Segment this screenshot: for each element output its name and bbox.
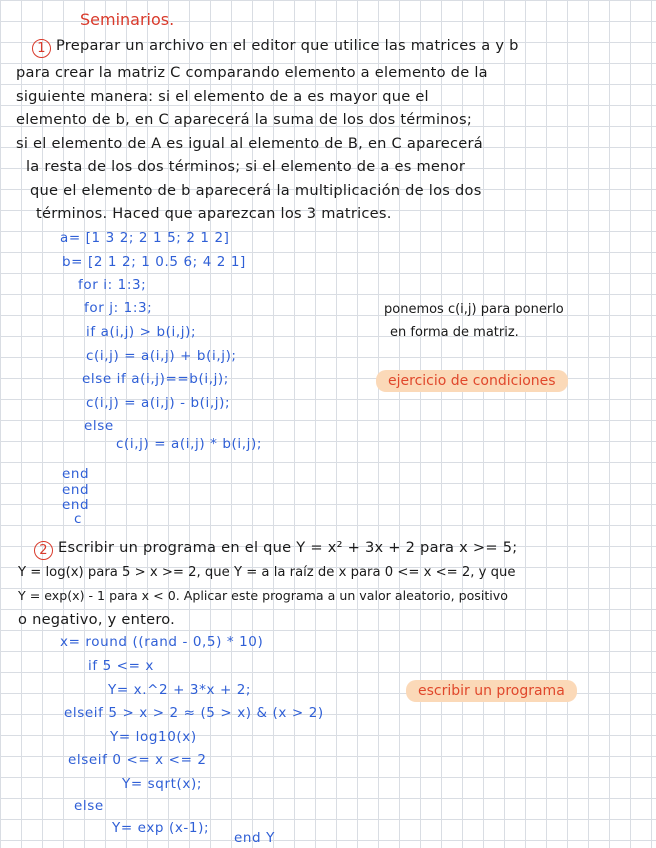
ex1-line-5: la resta de los dos términos; si el elemento de a es menor — [26, 158, 466, 175]
ex2-code-6: Y= sqrt(x); — [122, 776, 202, 792]
ex2-code-0: x= round ((rand - 0,5) * 10) — [60, 634, 264, 650]
ex2-code-3: elseif 5 > x > 2 ≈ (5 > x) & (x > 2) — [64, 705, 324, 721]
ex2-code-7: else — [74, 798, 104, 814]
ex2-line-1: Y = log(x) para 5 > x >= 2, que Y = a la raíz de x para 0 <= x <= 2, y que — [18, 565, 516, 580]
ex1-line-7: términos. Haced que aparezcan los 3 matrices. — [36, 205, 392, 222]
ex1-line-4: si el elemento de A es igual al elemento de B, en C aparecerá — [16, 135, 483, 152]
ex2-highlight-label: escribir un programa — [406, 680, 577, 702]
ex1-code-9: c(i,j) = a(i,j) * b(i,j); — [116, 436, 263, 452]
ex1-code-6: else if a(i,j)==b(i,j); — [82, 371, 229, 387]
ex2-number-circle: 2 — [34, 541, 53, 560]
ex1-code-12: end — [62, 497, 90, 513]
ex1-line-6: que el elemento de b aparecerá la multiplicación de los dos — [30, 182, 482, 199]
ex2-line-3: o negativo, y entero. — [18, 611, 176, 628]
ex2-code-4: Y= log10(x) — [110, 729, 197, 745]
ex1-code-10: end — [62, 466, 90, 482]
ex1-code-1: b= [2 1 2; 1 0.5 6; 4 2 1] — [62, 254, 246, 270]
ex1-line-1: para crear la matriz C comparando elemento a elemento de la — [16, 64, 488, 81]
ex1-code-4: if a(i,j) > b(i,j); — [86, 324, 197, 340]
ex2-line-2: Y = exp(x) - 1 para x < 0. Aplicar este programa a un valor aleatorio, positivo — [18, 588, 508, 603]
ex2-code-2: Y= x.^2 + 3*x + 2; — [108, 682, 252, 698]
ex1-line-2: siguiente manera: si el elemento de a es mayor que el — [16, 88, 429, 105]
ex1-code-2: for i: 1:3; — [78, 277, 147, 293]
ex2-code-1: if 5 <= x — [88, 658, 154, 674]
ex1-text-0: Preparar un archivo en el editor que utilice las matrices a y b — [56, 37, 519, 54]
ex2-text-0: Escribir un programa en el que Y = x² + 3x + 2 para x >= 5; — [58, 539, 518, 556]
ex1-code-3: for j: 1:3; — [84, 300, 153, 316]
ex2-code-9: end Y — [234, 830, 275, 846]
ex1-code-0: a= [1 3 2; 2 1 5; 2 1 2] — [60, 230, 230, 246]
ex1-code-11: end — [62, 482, 90, 498]
ex1-line-3: elemento de b, en C aparecerá la suma de los dos términos; — [16, 111, 472, 128]
ex1-note-0: ponemos c(i,j) para ponerlo — [384, 302, 564, 317]
ex1-number-circle: 1 — [32, 39, 51, 58]
ex1-highlight-label: ejercicio de condiciones — [376, 370, 568, 392]
ex2-code-5: elseif 0 <= x <= 2 — [68, 752, 207, 768]
ex2-line-0 — [34, 541, 517, 560]
ex1-line-0 — [32, 39, 519, 58]
ex1-code-8: else — [84, 418, 114, 434]
page-title: Seminarios. — [80, 10, 175, 29]
ex2-code-8: Y= exp (x-1); — [112, 820, 210, 836]
ex1-code-5: c(i,j) = a(i,j) + b(i,j); — [86, 348, 237, 364]
ex1-code-13: c — [74, 511, 83, 527]
ex1-note-1: en forma de matriz. — [390, 325, 519, 340]
ex1-code-7: c(i,j) = a(i,j) - b(i,j); — [86, 395, 231, 411]
